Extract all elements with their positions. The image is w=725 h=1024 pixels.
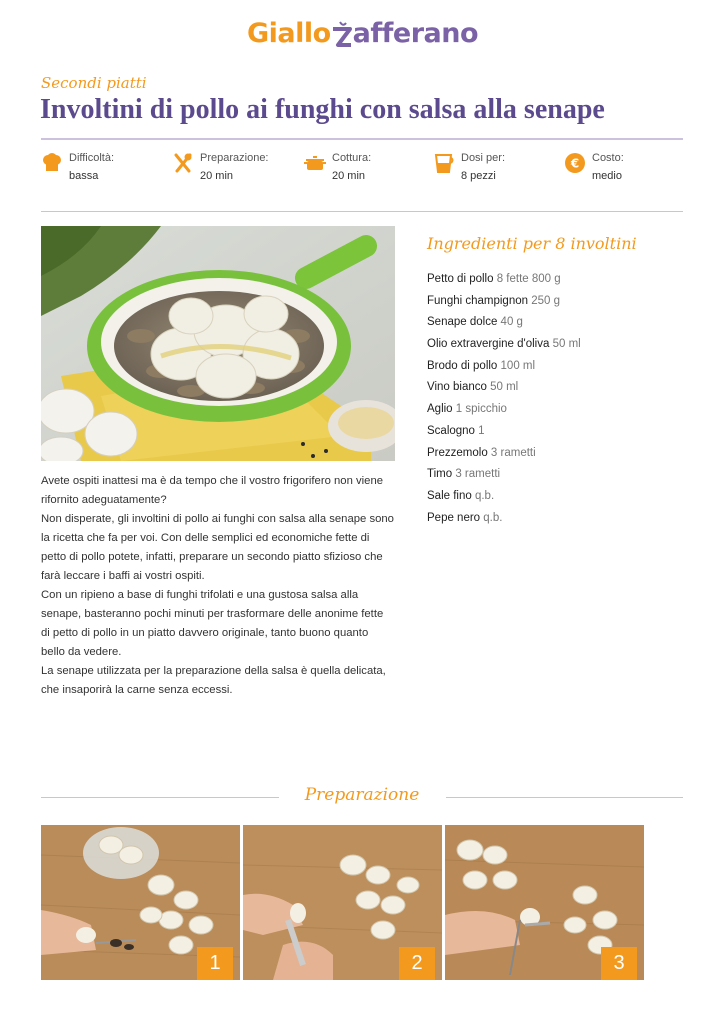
intro-paragraph: Non disperate, gli involtini di pollo ai funghi con salsa alla senape sono la ricetta che fa per voi. Con delle semplici ed economiche fette di petto di pollo potete, infatti, preparare un secondo piatto sfizioso che farà leccare i baffi ai vostri ospiti. xyxy=(41,513,394,582)
ingredient-name[interactable]: Sale fino xyxy=(427,489,472,502)
meta-value: 8 pezzi xyxy=(461,170,496,182)
chef-hat-icon xyxy=(41,152,63,174)
ingredient-qty: 40 g xyxy=(500,316,523,329)
ingredient-qty: 1 spicchio xyxy=(455,403,507,416)
ingredient-name[interactable]: Vino bianco xyxy=(427,381,487,394)
ingredients-list xyxy=(427,273,581,533)
ingredient-qty: 1 xyxy=(478,424,485,437)
euro-icon xyxy=(564,152,586,174)
ingredient-item xyxy=(427,316,581,338)
meta-value: medio xyxy=(592,170,622,182)
ingredient-qty: 3 rametti xyxy=(490,446,536,459)
pot-icon xyxy=(304,152,326,174)
ingredient-item xyxy=(427,490,581,512)
title-divider xyxy=(41,138,683,140)
ingredient-name[interactable]: Scalogno xyxy=(427,424,475,437)
ingredient-item xyxy=(427,425,581,447)
ingredient-name[interactable]: Pepe nero xyxy=(427,511,481,524)
meta-label: Preparazione: xyxy=(200,152,269,164)
meta-label: Cottura: xyxy=(332,152,372,164)
ingredient-item xyxy=(427,295,581,317)
ingredient-qty: 50 ml xyxy=(490,381,519,394)
ingredient-qty: q.b. xyxy=(474,489,495,502)
meta-divider xyxy=(41,211,683,212)
recipe-photo xyxy=(41,226,395,461)
ingredient-name[interactable]: Brodo di pollo xyxy=(427,359,498,372)
ingredient-qty: q.b. xyxy=(483,511,503,524)
meta-value: 20 min xyxy=(200,170,234,182)
ingredient-item xyxy=(427,338,581,360)
ingredient-item xyxy=(427,360,581,382)
utensils-icon xyxy=(172,152,194,174)
meta-value: bassa xyxy=(69,170,99,182)
giallozafferano-logo xyxy=(0,8,725,60)
ingredient-name[interactable]: Timo xyxy=(427,468,453,481)
intro-paragraph: Avete ospiti inattesi ma è da tempo che il vostro frigorifero non viene rifornito adeguatamente? xyxy=(41,475,384,506)
logo-z-mark-icon xyxy=(331,20,353,50)
ingredient-item xyxy=(427,403,581,425)
step-number-badge: 2 xyxy=(399,947,435,980)
ingredient-item xyxy=(427,273,581,295)
recipe-title: Involtini di pollo ai funghi con salsa alla senape xyxy=(40,94,605,125)
meta-servings xyxy=(433,150,558,190)
ingredient-name[interactable]: Senape dolce xyxy=(427,316,498,329)
preparation-steps xyxy=(41,825,644,980)
logo-wordmark xyxy=(247,18,478,50)
intro-paragraph: Con un ripieno a base di funghi trifolati e una gustosa salsa alla senape, basteranno pochi minuti per trasformare delle anonime fette di petto di pollo in un piatto davvero originale, tanto buono quanto bello da vedere. xyxy=(41,589,384,658)
ingredient-qty: 3 rametti xyxy=(455,468,501,481)
meta-cost xyxy=(564,150,689,190)
ingredient-qty: 8 fette 800 g xyxy=(496,273,561,285)
svg-text:€: € xyxy=(570,156,580,171)
ingredients-title: Ingredienti per 8 involtini xyxy=(427,234,637,253)
recipe-intro xyxy=(41,472,395,700)
meta-value: 20 min xyxy=(332,170,366,182)
meta-label: Dosi per: xyxy=(461,152,506,164)
intro-paragraph: La senape utilizzata per la preparazione della salsa è quella delicata, che insaporirà la carne senza eccessi. xyxy=(41,665,386,696)
meta-preparation xyxy=(172,150,297,190)
logo-part-afferano: afferano xyxy=(352,18,479,50)
ingredient-item xyxy=(427,447,581,469)
preparation-title: Preparazione xyxy=(304,785,420,805)
ingredient-name[interactable]: Aglio xyxy=(427,403,453,416)
step-number-badge: 3 xyxy=(601,947,637,980)
meta-label: Difficoltà: xyxy=(69,152,115,164)
ingredient-qty: 100 ml xyxy=(500,359,536,372)
step-number-badge: 1 xyxy=(197,947,233,980)
logo-part-giallo: Giallo xyxy=(246,18,331,50)
preparation-divider-right xyxy=(446,797,683,798)
step-photo xyxy=(445,825,644,980)
meta-label: Costo: xyxy=(592,152,624,164)
ingredient-name[interactable]: Funghi champignon xyxy=(427,294,529,307)
ingredient-name[interactable]: Olio extravergine d'oliva xyxy=(427,338,550,351)
ingredient-name[interactable]: Prezzemolo xyxy=(427,446,488,459)
meta-cooking xyxy=(304,150,429,190)
ingredient-qty: 250 g xyxy=(531,294,560,307)
step-photo xyxy=(243,825,442,980)
ingredient-item xyxy=(427,468,581,490)
recipe-category[interactable]: Secondi piatti xyxy=(41,74,147,92)
recipe-meta-row xyxy=(41,150,683,190)
ingredient-name[interactable]: Petto di pollo xyxy=(427,273,494,285)
measuring-cup-icon xyxy=(433,152,455,174)
step-photo xyxy=(41,825,240,980)
meta-difficulty xyxy=(41,150,166,190)
ingredient-item xyxy=(427,381,581,403)
ingredient-item xyxy=(427,512,581,534)
preparation-header xyxy=(41,785,683,809)
ingredient-qty: 50 ml xyxy=(552,338,581,351)
